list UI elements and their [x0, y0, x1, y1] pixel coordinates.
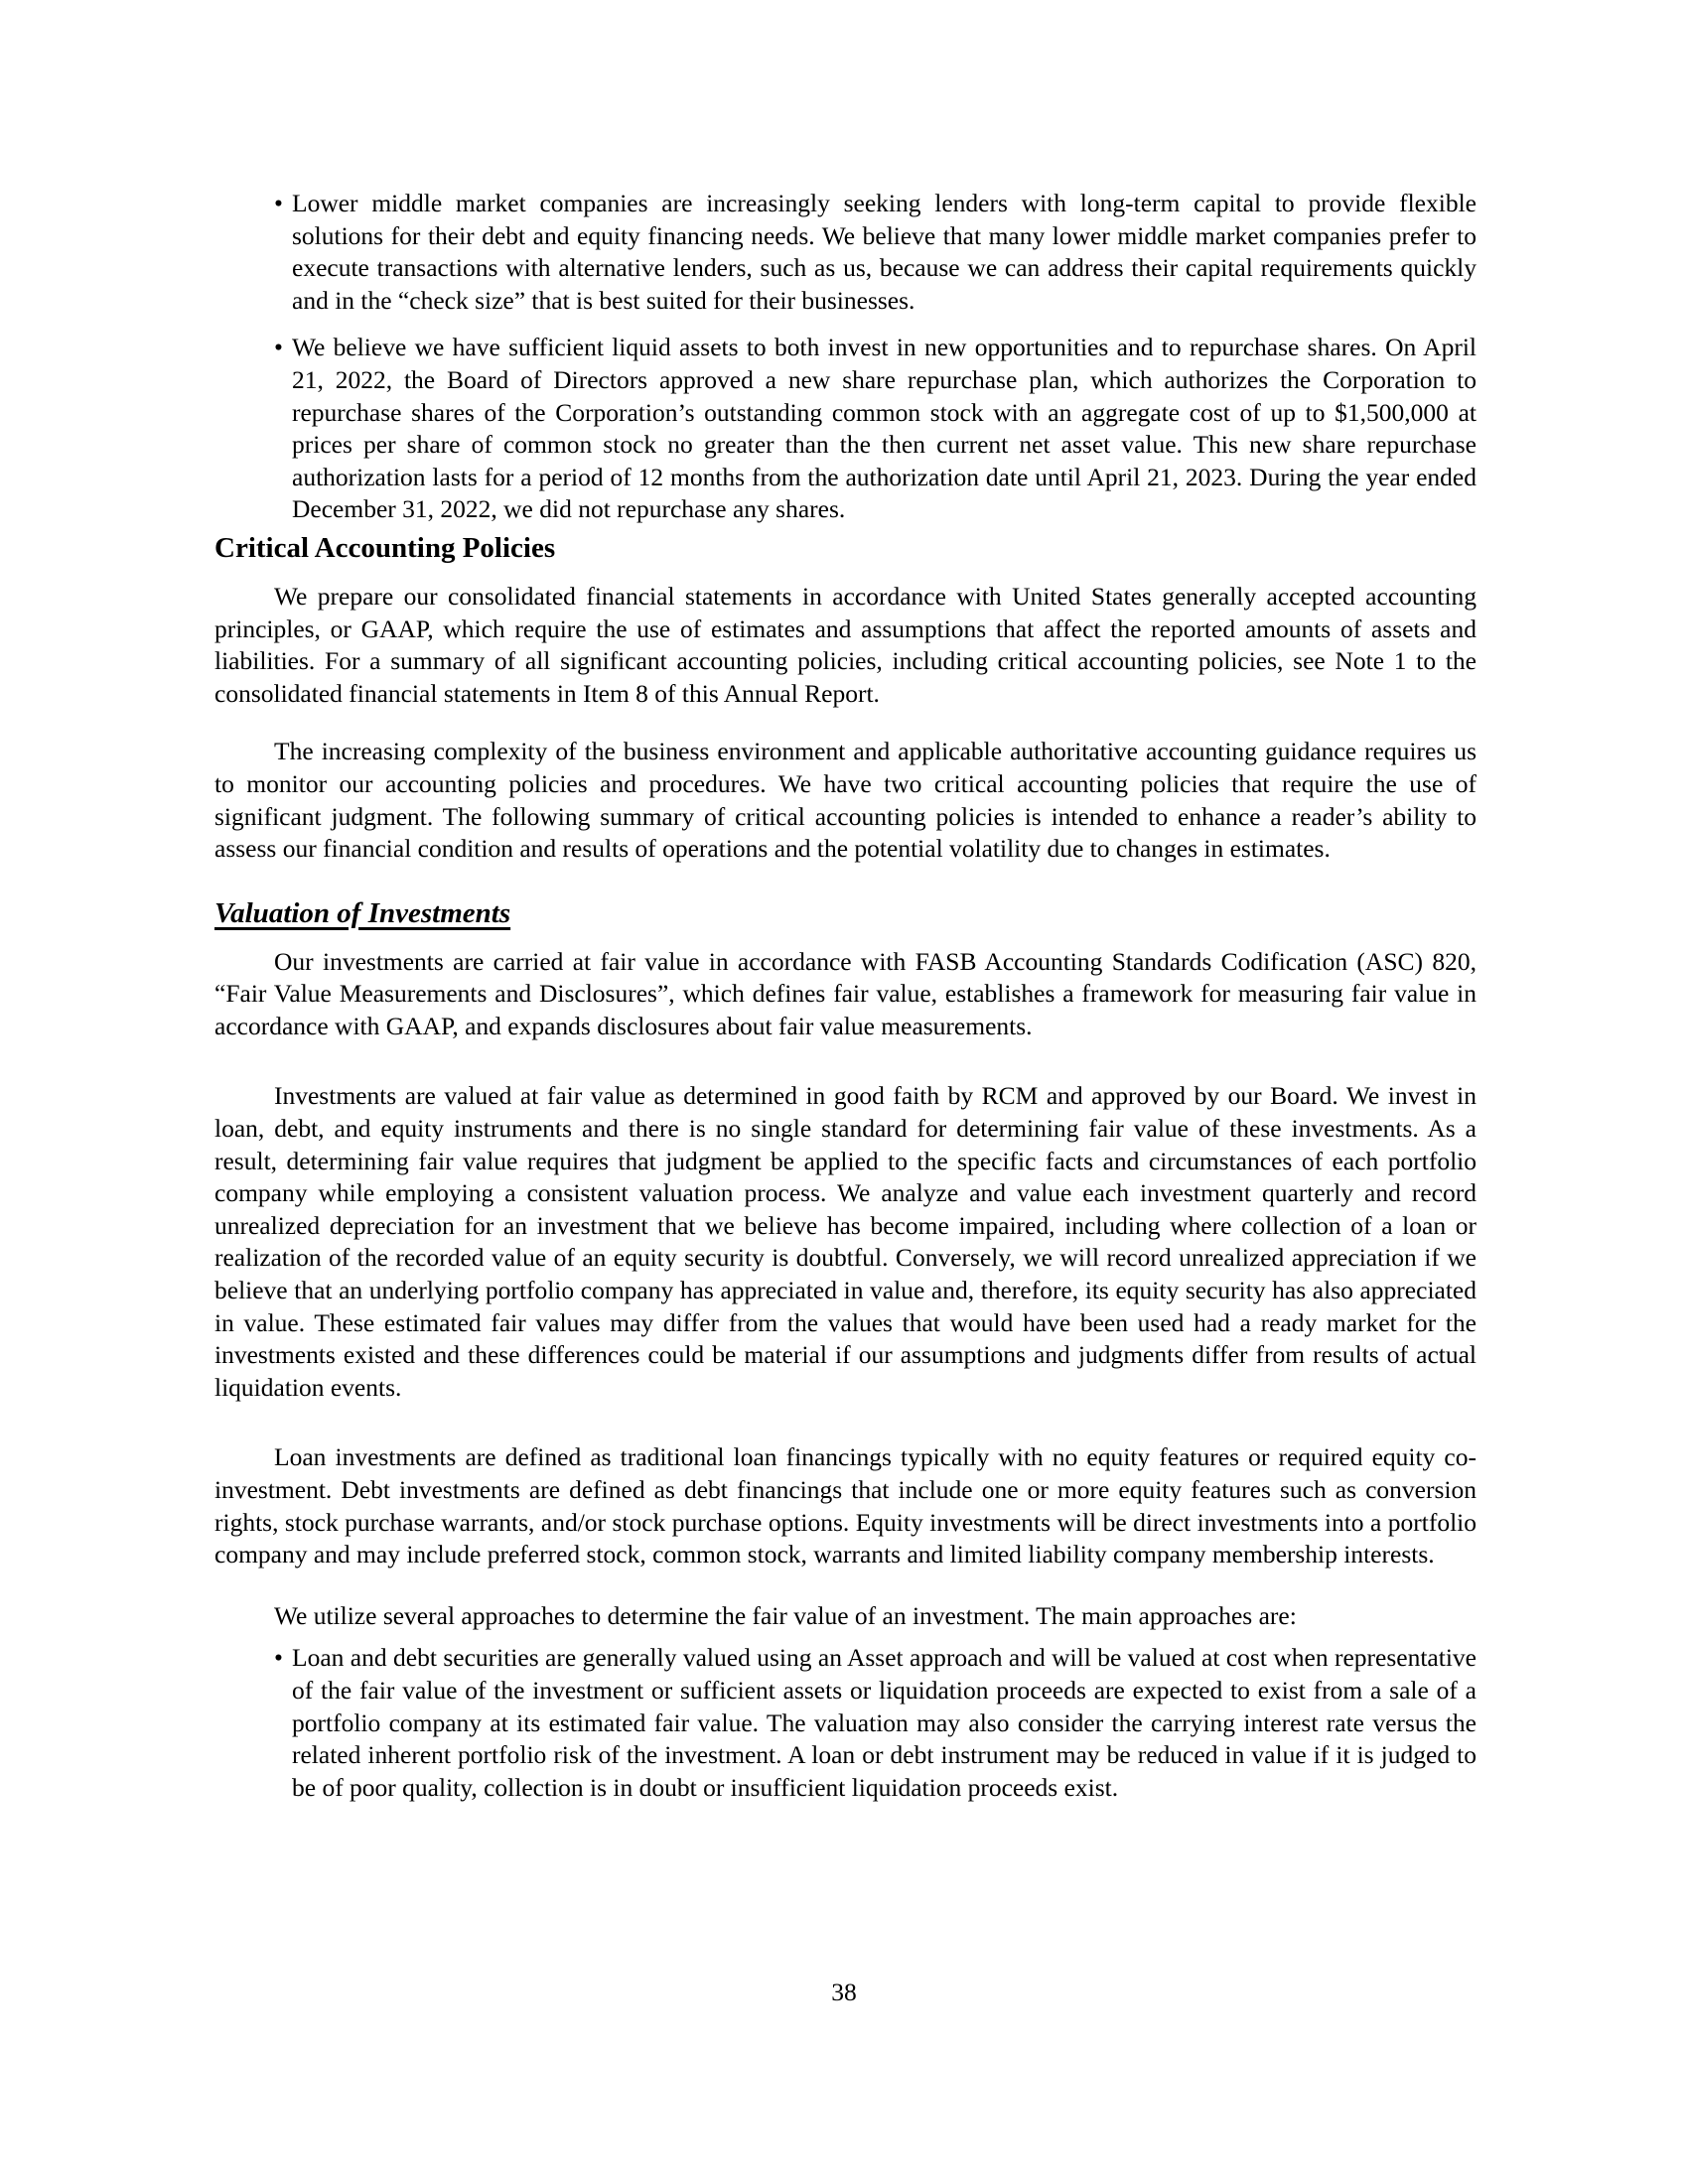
bullet-icon: •	[274, 189, 283, 217]
paragraph-valuation-process: Investments are valued at fair value as determined in good faith by RCM and approved by our Board. We invest in loan, debt, and equity instruments and there is no single standard for determining fair value of these investments. As a result, determining fair value requires that judgment be applied to the specific facts and circumstances of each portfolio company while employing a consistent valuation process. We analyze and value each investment quarterly and record unrealized depreciation for an investment that we believe has become impaired, including where collection of a loan or realization of the recorded value of an equity security is doubtful. Conversely, we will record unrealized appreciation if we believe that an underlying portfolio company has appreciated in value and, therefore, its equity security has also appreciated in value. These estimated fair values may differ from the values that would have been used had a ready market for the investments existed and these differences could be material if our assumptions and judgments differ from results of actual liquidation events.	[214, 1081, 1477, 1402]
page-number: 38	[831, 1978, 857, 2006]
paragraph-complexity: The increasing complexity of the business environment and applicable authoritative accounting guidance requires us to monitor our accounting policies and procedures. We have two critical accounting policies that require the use of significant judgment. The following summary of critical accounting policies is intended to enhance a reader’s ability to assess our financial condition and results of operations and the potential volatility due to changes in estimates.	[214, 737, 1477, 864]
intro-bullet-list	[214, 188, 1477, 526]
paragraph-fasb-asc-820: Our investments are carried at fair value in accordance with FASB Accounting Standards Codification (ASC) 820, “Fair Value Measurements and Disclosures”, which defines fair value, establishes a framework for measuring fair value in accordance with GAAP, and expands disclosures about fair value measurements.	[214, 946, 1477, 1040]
paragraph-gaap: We prepare our consolidated financial statements in accordance with United States generally accepted accounting principles, or GAAP, which require the use of estimates and assumptions that affect the reported amounts of assets and liabilities. For a summary of all significant accounting policies, including critical accounting policies, see Note 1 to the consolidated financial statements in Item 8 of this Annual Report.	[214, 581, 1477, 708]
approaches-bullet-list	[214, 1642, 1477, 1804]
bullet-text: We believe we have sufficient liquid assets to both invest in new opportunities and to repurchase shares. On April 21, 2022, the Board of Directors approved a new share repurchase plan, which authorizes the Corporation to repurchase shares of the Corporation’s outstanding common stock with an aggregate cost of up to $1,500,000 at prices per share of common stock no greater than the then current net asset value. This new share repurchase authorization lasts for a period of 12 months from the authorization date until April 21, 2023. During the year ended December 31, 2022, we did not repurchase any shares.	[292, 333, 1477, 524]
subsection-heading-valuation-of-investments: Valuation of Investments	[214, 896, 511, 929]
bullet-icon: •	[274, 1643, 283, 1673]
bullet-text: Lower middle market companies are increasingly seeking lenders with long-term capital to provide flexible solutions for their debt and equity financing needs. We believe that many lower middle market companies prefer to execute transactions with alternative lenders, such as us, because we can address their capital requirements quickly and in the “check size” that is best suited for their businesses.	[292, 189, 1477, 315]
section-heading-critical-accounting-policies: Critical Accounting Policies	[214, 531, 556, 564]
paragraph-approaches-intro: We utilize several approaches to determine the fair value of an investment. The main approaches are:	[274, 1600, 1297, 1630]
bullet-text: Loan and debt securities are generally valued using an Asset approach and will be valued at cost when representative of the fair value of the investment or sufficient assets or liquidation proceeds are expected to exist from a sale of a portfolio company at its estimated fair value. The valuation may also consider the carrying interest rate versus the related inherent portfolio risk of the investment. A loan or debt instrument may be reduced in value if it is judged to be of poor quality, collection is in doubt or insufficient liquidation proceeds exist.	[292, 1643, 1477, 1802]
list-item	[214, 1642, 1477, 1804]
list-item	[214, 332, 1477, 526]
bullet-icon: •	[274, 333, 283, 362]
document-content	[214, 188, 1477, 1804]
list-item	[214, 188, 1477, 317]
paragraph-investment-definitions: Loan investments are defined as traditional loan financings typically with no equity features or required equity co-investment. Debt investments are defined as debt financings that include one or more equity features such as conversion rights, stock purchase warrants, and/or stock purchase options. Equity investments will be direct investments into a portfolio company and may include preferred stock, common stock, warrants and limited liability company membership interests.	[214, 1442, 1477, 1570]
